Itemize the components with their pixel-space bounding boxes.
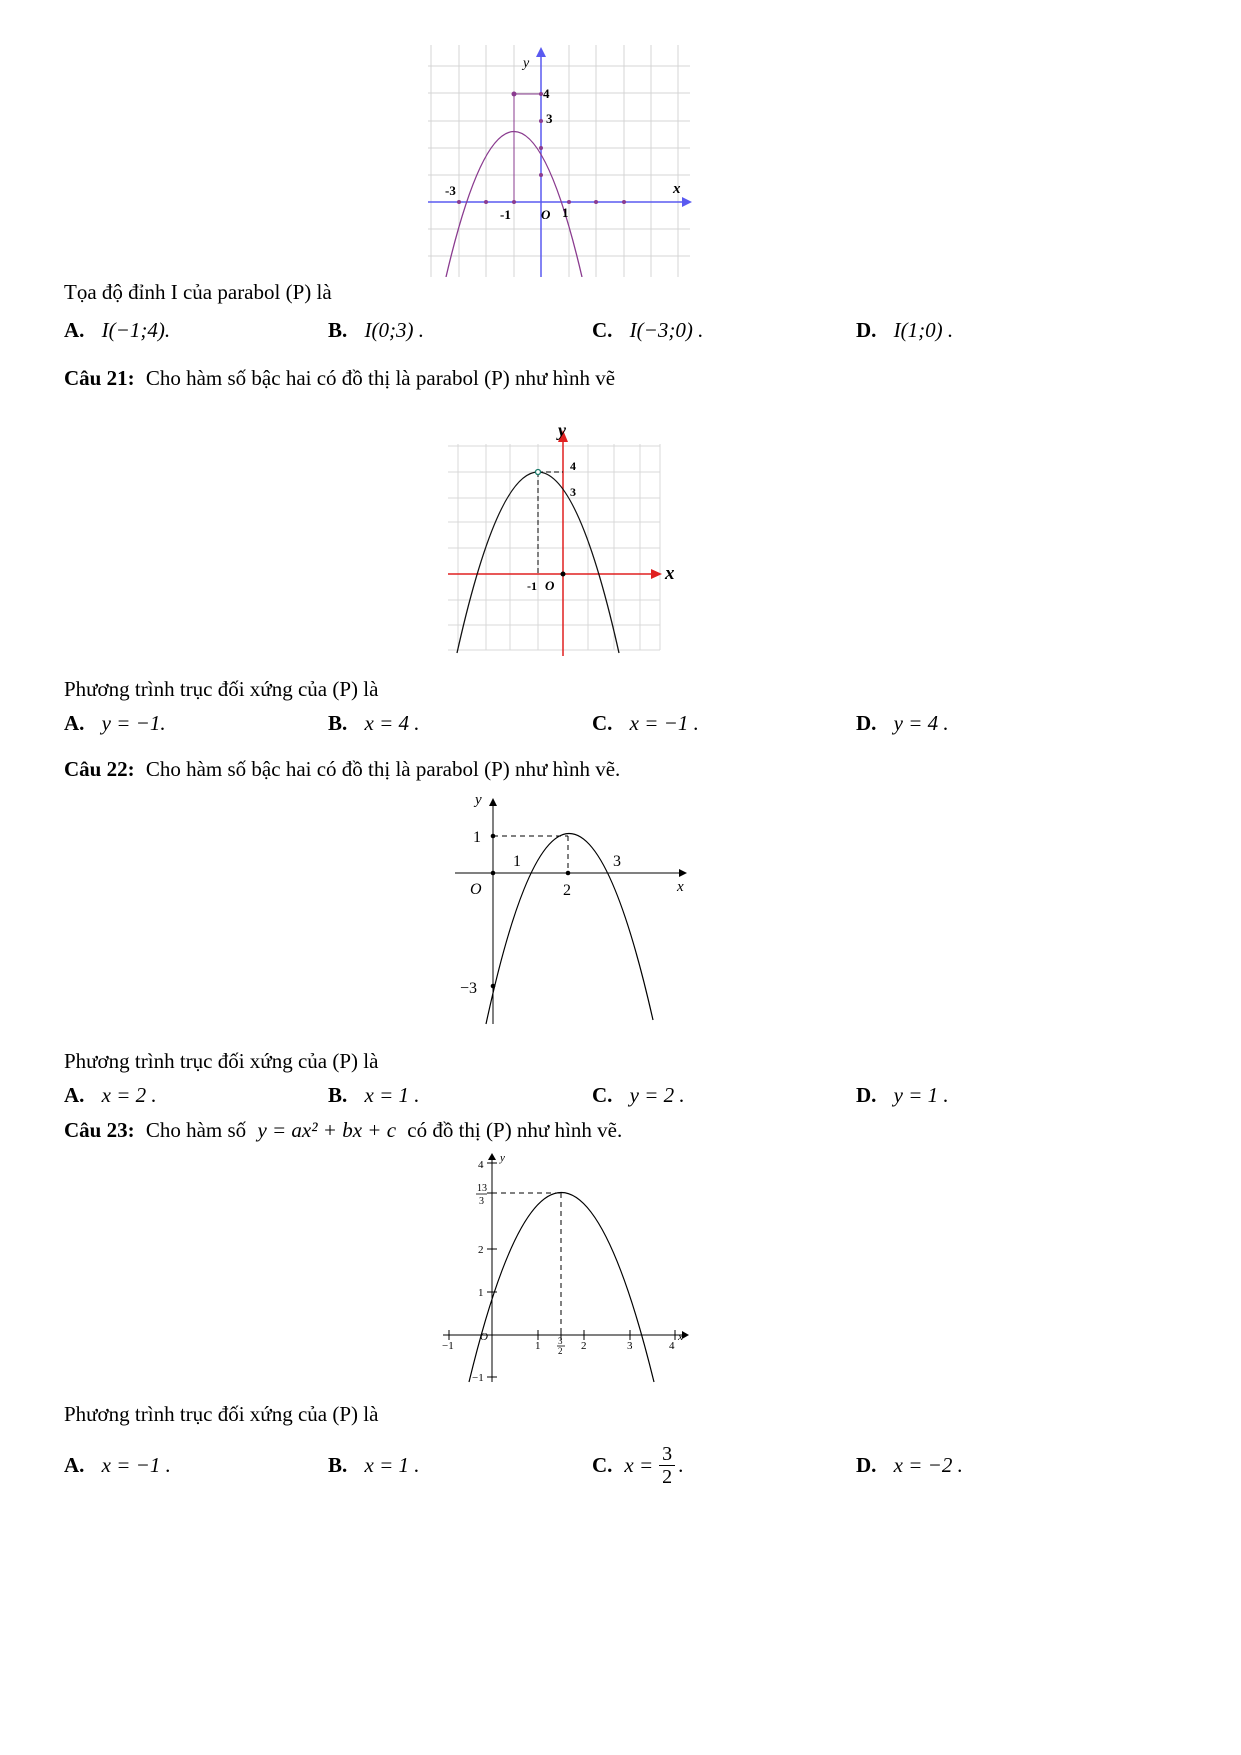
q23-tick-13-num: 13 xyxy=(477,1183,487,1194)
q20-option-b[interactable] xyxy=(328,318,424,343)
option-label: D. xyxy=(856,711,877,735)
q20-option-c[interactable] xyxy=(592,318,703,343)
q20-tick-1: 1 xyxy=(562,205,569,220)
q23-tick-2x: 2 xyxy=(581,1340,587,1352)
q21-tick-3: 3 xyxy=(570,485,576,499)
q21-option-a[interactable] xyxy=(64,711,166,736)
q20-tick-3: 3 xyxy=(546,111,553,126)
option-text-pre: x = xyxy=(624,1452,654,1477)
q20-origin: O xyxy=(541,207,551,222)
option-label: A. xyxy=(64,711,85,735)
question-intro: Cho hàm số xyxy=(145,1118,247,1142)
q23-tick-4y: 4 xyxy=(478,1159,484,1171)
q22-stem: Phương trình trục đối xứng của (P) là xyxy=(64,1049,379,1073)
q23-tick-32-num: 3 xyxy=(558,1336,563,1346)
q21-stem: Phương trình trục đối xứng của (P) là xyxy=(64,677,379,701)
option-text: x = 2 . xyxy=(101,1083,157,1107)
option-label: A. xyxy=(64,1453,85,1477)
option-text: x = 4 . xyxy=(364,711,420,735)
option-label: C. xyxy=(592,711,613,735)
q20-tick-m3: -3 xyxy=(445,183,456,198)
option-text: I(−1;4). xyxy=(101,318,171,342)
option-label: D. xyxy=(856,318,877,342)
option-label: B. xyxy=(328,711,348,735)
q22-option-c[interactable] xyxy=(592,1083,685,1108)
q23-option-c[interactable] xyxy=(592,1438,683,1492)
q22-option-d[interactable] xyxy=(856,1083,949,1108)
q20-stem: Tọa độ đỉnh I của parabol (P) là xyxy=(64,280,332,304)
q22-header xyxy=(64,757,620,782)
q23-tick-m1x: −1 xyxy=(442,1340,454,1352)
q21-tick-m1: -1 xyxy=(527,579,537,593)
q23-y-label: y xyxy=(500,1152,505,1164)
q23-tick-32-den: 2 xyxy=(558,1346,563,1356)
q22-tick-2: 2 xyxy=(563,882,571,899)
option-label: C. xyxy=(592,1452,613,1477)
q21-tick-4: 4 xyxy=(570,459,576,473)
q20-tick-4: 4 xyxy=(543,86,550,101)
q21-x-label: x xyxy=(665,563,675,584)
q21-header xyxy=(64,366,615,391)
question-intro: Cho hàm số bậc hai có đồ thị là parabol (P) như hình vẽ. xyxy=(145,757,621,781)
option-text: y = 2 . xyxy=(629,1083,685,1107)
q22-tick-1x: 1 xyxy=(513,853,521,870)
q23-parabola-graph xyxy=(438,1150,696,1390)
q22-tick-3: 3 xyxy=(613,853,621,870)
q23-tick-1y: 1 xyxy=(478,1287,484,1299)
q22-points xyxy=(491,834,571,989)
q23-tick-4x: 4 xyxy=(669,1340,675,1352)
question-number: Câu 23: xyxy=(64,1118,135,1142)
q21-origin: O xyxy=(545,578,555,593)
q23-tick-1x: 1 xyxy=(535,1340,541,1352)
q23-option-a[interactable] xyxy=(64,1453,171,1478)
option-text: I(1;0) . xyxy=(893,318,954,342)
q22-tick-m3: −3 xyxy=(460,980,478,997)
q21-origin-point xyxy=(561,572,566,577)
q20-option-d[interactable] xyxy=(856,318,953,343)
option-text: y = 4 . xyxy=(893,711,949,735)
q20-x-label: x xyxy=(673,181,681,197)
question-intro-end: có đồ thị (P) như hình vẽ. xyxy=(407,1118,623,1142)
q20-tick-m1: -1 xyxy=(500,207,511,222)
q22-origin: O xyxy=(470,881,482,898)
q20-x-arrow xyxy=(682,197,692,207)
q23-x-arrow xyxy=(682,1331,689,1339)
q20-parabola-graph xyxy=(428,45,696,277)
q23-tick-2y: 2 xyxy=(478,1244,484,1256)
option-label: A. xyxy=(64,1083,85,1107)
q20-y-label: y xyxy=(523,56,530,71)
q22-parabola-curve xyxy=(486,833,653,1024)
option-text-post: . xyxy=(678,1452,684,1477)
q23-x-label: x xyxy=(678,1331,683,1343)
option-text: I(−3;0) . xyxy=(629,318,704,342)
option-text: y = 1 . xyxy=(893,1083,949,1107)
q21-option-d[interactable] xyxy=(856,711,949,736)
option-label: C. xyxy=(592,318,613,342)
q22-x-arrow xyxy=(679,869,687,877)
option-label: B. xyxy=(328,1083,348,1107)
q21-vertex-point xyxy=(536,470,541,475)
q22-y-label: y xyxy=(475,792,482,808)
question-number: Câu 22: xyxy=(64,757,135,781)
q23-option-b[interactable] xyxy=(328,1453,420,1478)
option-label: C. xyxy=(592,1083,613,1107)
q22-x-label: x xyxy=(677,879,684,895)
q20-grid xyxy=(428,45,690,277)
q23-y-arrow xyxy=(488,1153,496,1160)
q23-option-d[interactable] xyxy=(856,1453,963,1478)
fraction-denominator: 2 xyxy=(662,1465,673,1488)
q21-option-c[interactable] xyxy=(592,711,699,736)
option-text: x = 1 . xyxy=(364,1083,420,1107)
option-text: x = −1 . xyxy=(101,1453,171,1477)
fraction xyxy=(659,1443,675,1488)
question-intro: Cho hàm số bậc hai có đồ thị là parabol (P) như hình vẽ xyxy=(145,366,616,390)
option-text: x = −2 . xyxy=(893,1453,963,1477)
q22-option-a[interactable] xyxy=(64,1083,157,1108)
option-label: B. xyxy=(328,318,348,342)
q20-option-a[interactable] xyxy=(64,318,170,343)
option-label: A. xyxy=(64,318,85,342)
option-text: I(0;3) . xyxy=(364,318,424,342)
q23-stem: Phương trình trục đối xứng của (P) là xyxy=(64,1402,379,1426)
q21-grid xyxy=(448,444,660,650)
q21-option-b[interactable] xyxy=(328,711,420,736)
q20-y-arrow xyxy=(536,47,546,57)
q23-tick-13-den: 3 xyxy=(479,1196,484,1207)
q22-option-b[interactable] xyxy=(328,1083,420,1108)
option-text: x = −1 . xyxy=(629,711,699,735)
q22-tick-1y: 1 xyxy=(473,829,481,846)
q21-y-label: y xyxy=(558,420,566,440)
q22-parabola-graph xyxy=(455,788,695,1028)
fraction-numerator: 3 xyxy=(662,1442,673,1465)
q23-header xyxy=(64,1118,622,1143)
option-label: D. xyxy=(856,1083,877,1107)
option-text: y = −1. xyxy=(101,711,166,735)
option-label: D. xyxy=(856,1453,877,1477)
option-label: B. xyxy=(328,1453,348,1477)
question-number: Câu 21: xyxy=(64,366,135,390)
q21-parabola-graph xyxy=(448,418,683,658)
q23-origin: O xyxy=(480,1331,488,1343)
q23-tick-m1y: −1 xyxy=(472,1372,484,1384)
q22-y-arrow xyxy=(489,798,497,806)
question-formula: y = ax² + bx + c xyxy=(257,1118,397,1142)
option-text: x = 1 . xyxy=(364,1453,420,1477)
q23-tick-3x: 3 xyxy=(627,1340,633,1352)
